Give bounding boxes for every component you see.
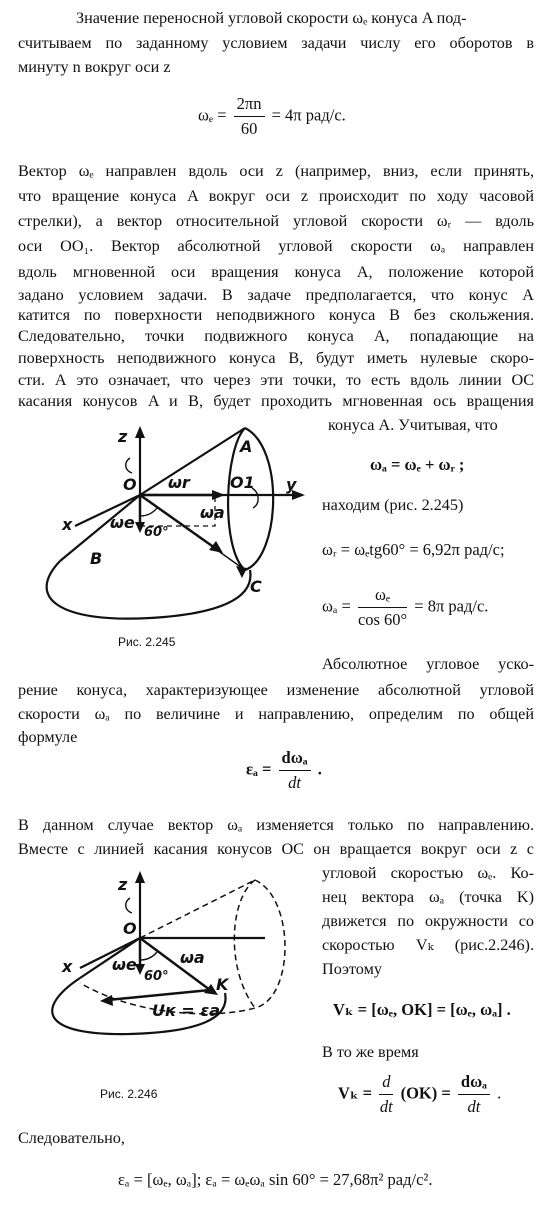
- z-arrowhead: [135, 426, 145, 438]
- fig2-rotation-arrow: [126, 898, 132, 913]
- eq-omega-a-lhs: ωₐ =: [322, 596, 351, 616]
- fig2-label-omega-e: ωe: [112, 955, 137, 974]
- figure-2-246: [20, 868, 320, 1068]
- final-formula: εₐ = [ωₑ, ωₐ]; εₐ = ωₑωₐ sin 60° = 27,68π² рад/с².: [118, 1170, 433, 1189]
- fig1-label-b: B: [90, 549, 103, 568]
- fig2-vk-vector: [108, 990, 210, 1000]
- p1-line-1: Значение переносной угловой скорости ωₑ конуса A под-: [76, 9, 467, 27]
- fig2-label-angle: 60°: [144, 969, 169, 984]
- p2-line-7: катится по поверхности неподвижного конуса B без скольжения.: [18, 306, 534, 324]
- eq-vk: Vₖ = [ωₑ, OK] = [ωₑ, ωₐ] .: [333, 1000, 511, 1019]
- rotation-arrow-z: [126, 458, 132, 473]
- formula-eps-fraction: [279, 748, 311, 793]
- omega-a-arrowhead: [209, 541, 223, 553]
- p2-line-1: Вектор ωₑ направлен вдоль оси z (например, вниз, если принять,: [18, 162, 534, 180]
- conclusion: Следовательно,: [18, 1129, 125, 1147]
- p2-line-11: касания конусов A и B, будет проходить мгновенная ось вращения: [18, 392, 534, 410]
- formula-omega-e-rhs: = 4π рад/с.: [271, 105, 346, 125]
- eq-vk2-num1: d: [379, 1072, 393, 1095]
- eq-vk2-mid: (OK) =: [400, 1083, 451, 1103]
- fig2-label-omega-a: ωa: [180, 948, 205, 967]
- p2-line-9: поверхность неподвижного конуса B, будут иметь нулевые скоро-: [18, 349, 534, 367]
- rc1-find: находим (рис. 2.245): [322, 496, 464, 514]
- formula-omega-e-lhs: ωₑ =: [198, 105, 227, 125]
- rc2-line-5: Поэтому: [322, 960, 382, 978]
- p2-line-6: задано условием задачи. В задаче предполагается, что конус A: [18, 286, 534, 304]
- eq-vk2-rhs: .: [497, 1083, 502, 1103]
- rc2-line-1: угловой скоростью ωₑ. Ко-: [322, 864, 534, 882]
- formula-eps-rhs: .: [317, 759, 322, 779]
- formula-eps-num: dωₐ: [279, 748, 311, 771]
- fig2-label-k: K: [216, 975, 229, 994]
- formula-omega-e-fraction: [234, 94, 265, 139]
- formula-eps-den: dt: [288, 773, 301, 792]
- formula-omega-e-num: 2πn: [234, 94, 265, 117]
- eq-omega-a-den: cos 60°: [357, 610, 408, 629]
- fig2-label-o: O: [123, 919, 137, 938]
- p2-line-5: вдоль мгновенной оси вращения конуса A, положение которой: [18, 263, 534, 281]
- fig1-label-x: x: [62, 515, 73, 534]
- p4-line-1: В данном случае вектор ωₐ изменяется только по направлению.: [18, 816, 534, 834]
- eq-omega-a-num: ωₑ: [358, 585, 407, 608]
- figure-2-245: [20, 418, 320, 633]
- p3-line-1: Абсолютное угловое уско-: [322, 655, 534, 673]
- fig2-dashed-back: [234, 880, 255, 1008]
- figure-2-caption: Рис. 2.246: [100, 1087, 158, 1101]
- eq-vk2-den1: dt: [379, 1097, 393, 1116]
- eq-vk2-den2: dt: [467, 1097, 481, 1116]
- eq-vk2: [338, 1072, 501, 1117]
- fig1-label-o1: O1: [230, 473, 255, 492]
- eq-omega-r: ωᵣ = ωₑtg60° = 6,92π рад/с;: [322, 540, 505, 559]
- p3-line-3: скорости ωₐ по величине и направлению, определим по общей: [18, 705, 534, 723]
- rc2-line-2: нец вектора ωₐ (точка K): [322, 888, 534, 906]
- rc2-line-4: скоростью Vₖ (рис.2.246).: [322, 936, 534, 954]
- rc1-line-1: конуса A. Учитывая, что: [328, 416, 498, 434]
- fig2-vk-arrowhead: [100, 995, 113, 1006]
- fig2-label-x: x: [62, 957, 73, 976]
- eq-vk2-frac2: [458, 1072, 490, 1117]
- eq-vk2-lhs: Vₖ =: [338, 1083, 373, 1103]
- eq-vk2-frac1: [379, 1072, 393, 1117]
- p2-line-3: стрелки), а вектор относительной угловой скорости ωᵣ — вдоль: [18, 212, 534, 230]
- fig1-label-y: y: [286, 475, 297, 494]
- p1-line-3: минуту n вокруг оси z: [18, 58, 171, 76]
- cone-b-base: [47, 561, 251, 619]
- same-time: В то же время: [322, 1043, 419, 1061]
- fig1-label-omega-a: ωa: [200, 503, 225, 522]
- formula-omega-e: [198, 94, 346, 139]
- eq-omega-sum: ωₐ = ωₑ + ωᵣ ;: [370, 455, 465, 474]
- fig1-label-omega-r: ωr: [168, 473, 190, 492]
- fig1-label-a: A: [240, 437, 253, 456]
- fig2-angle-arc: [140, 952, 157, 960]
- fig1-label-o: O: [123, 475, 137, 494]
- fig1-label-c: C: [250, 577, 262, 596]
- rc2-line-3: движется по окружности со: [322, 912, 534, 930]
- omega-r-arrowhead: [212, 490, 225, 500]
- fig2-z-arrowhead: [135, 871, 145, 883]
- fig1-label-omega-e: ωe: [110, 513, 135, 532]
- p2-line-2: что вращение конуса A вокруг оси z происходит по ходу часовой: [18, 187, 534, 205]
- p2-line-4: оси OO₁. Вектор абсолютной угловой скорости ωₐ направлен: [18, 237, 534, 255]
- formula-omega-e-den: 60: [240, 119, 258, 138]
- fig2-label-z: z: [118, 875, 128, 894]
- p3-line-4: формуле: [18, 728, 78, 746]
- p3-line-2: рение конуса, характеризующее изменение абсолютной угловой: [18, 681, 534, 699]
- fig1-label-angle: 60°: [144, 525, 169, 540]
- fig2-label-vk: Uк = εa: [152, 1001, 221, 1020]
- eq-omega-a-fraction: [358, 585, 407, 630]
- figure-1-caption: Рис. 2.245: [118, 635, 176, 649]
- p4-line-2: Вместе с линией касания конусов OC он вращается вокруг оси z с: [18, 840, 534, 858]
- p1-line-2: считываем по заданному условием задачи числу его оборотов в: [18, 34, 534, 52]
- p2-line-10: сти. А это означает, что через эти точки, то есть вдоль линии OC: [18, 371, 534, 389]
- eq-vk2-num2: dωₐ: [458, 1072, 490, 1095]
- angle-arc: [140, 508, 157, 516]
- eq-omega-a: [322, 585, 488, 630]
- p2-line-8: Следовательно, точки подвижного конуса A, попадающие на: [18, 327, 534, 345]
- formula-eps: [246, 748, 322, 793]
- c-arrowhead: [236, 566, 247, 578]
- eq-omega-a-rhs: = 8π рад/с.: [414, 596, 489, 616]
- formula-eps-lhs: εₐ =: [246, 759, 272, 779]
- fig1-label-z: z: [118, 427, 128, 446]
